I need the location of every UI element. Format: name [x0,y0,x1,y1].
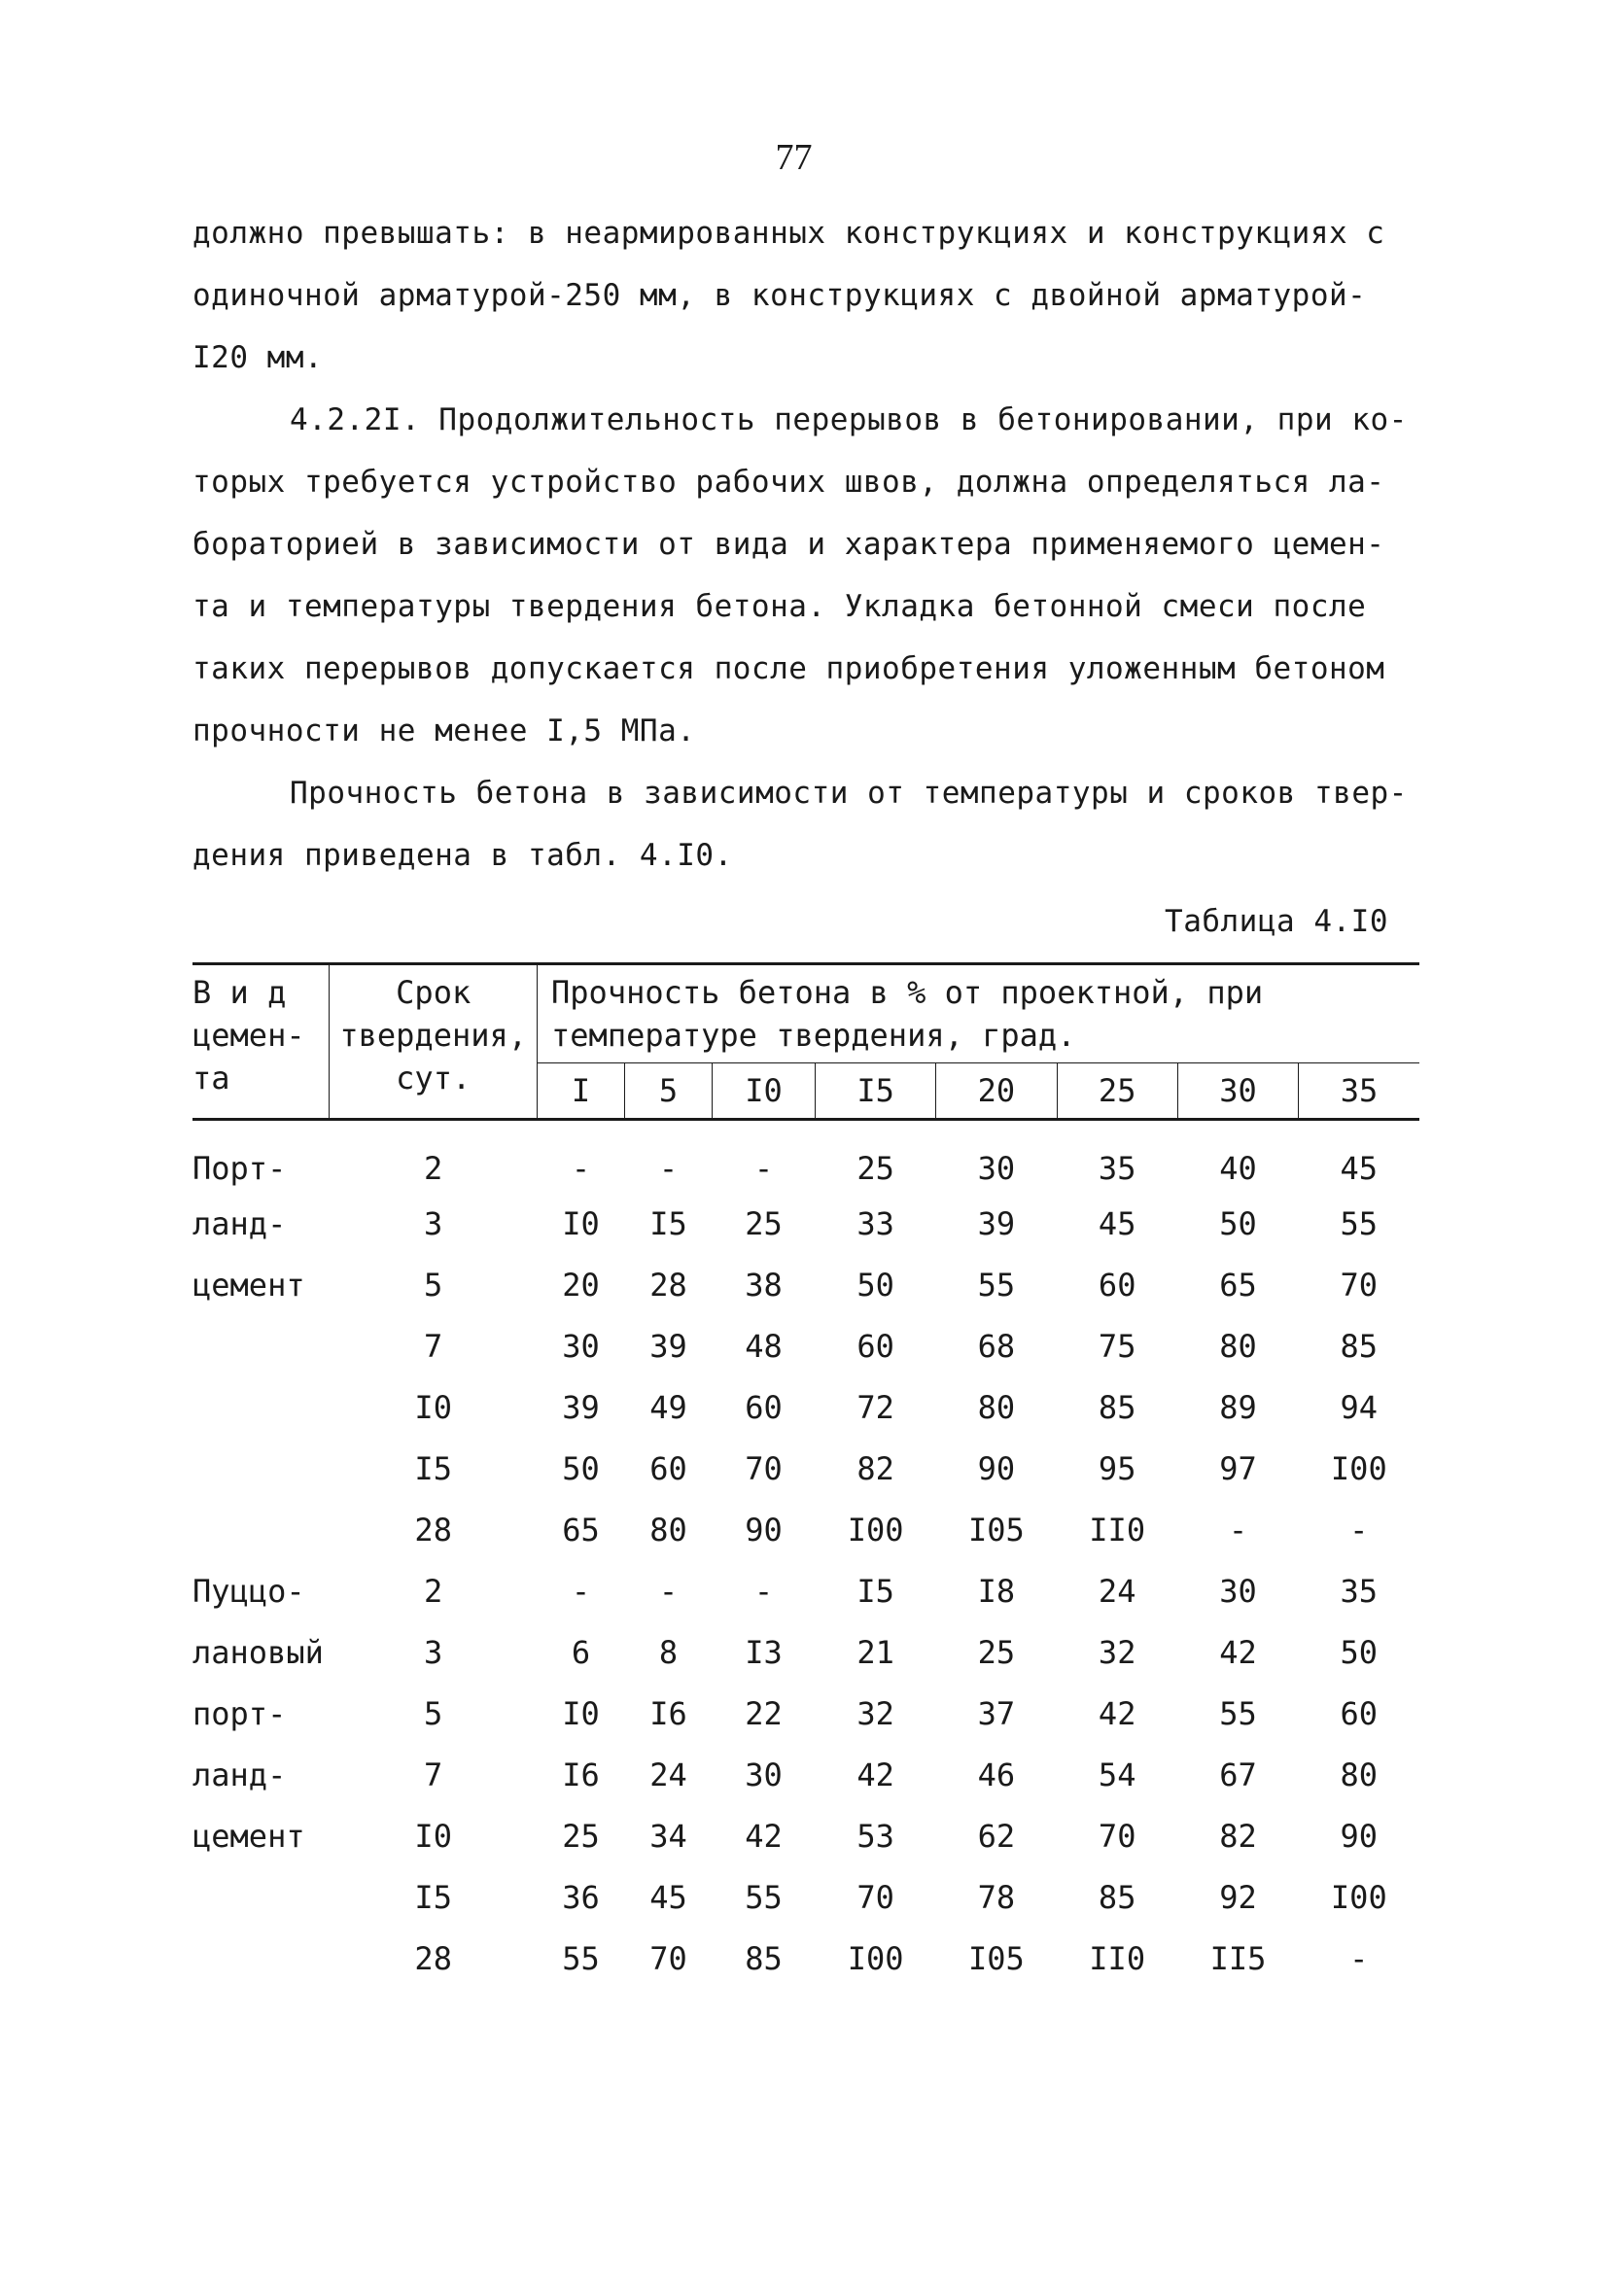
strength-value-cell: 36 [562,1878,600,1916]
strength-value-cell: 50 [562,1449,600,1487]
strength-value-cell: 45 [1098,1204,1136,1242]
strength-value-cell: I05 [968,1939,1025,1977]
table-row [192,1315,1419,1376]
strength-value-cell: - [571,1150,591,1187]
strength-value-cell: 39 [562,1388,600,1426]
strength-value-cell: 54 [1098,1756,1136,1793]
strength-value-cell: 80 [977,1388,1016,1426]
strength-value-cell: 40 [1219,1150,1257,1187]
strength-value-cell: 75 [1098,1327,1136,1365]
strength-value-cell: 90 [1340,1817,1379,1855]
table-caption: Таблица 4.I0 [1165,904,1388,939]
strength-value-cell: I5 [856,1572,894,1610]
term-cell: 3 [424,1204,443,1242]
cement-kind-cell [192,1438,330,1499]
table-row [192,1928,1419,1989]
strength-value-cell: 90 [745,1511,783,1548]
paragraph-line: прочности не менее I,5 МПа. [192,713,696,748]
cement-kind-cell: ланд- [192,1204,287,1242]
strength-value-cell: 25 [856,1150,894,1187]
paragraph-line: одиночной арматурой-250 мм, в конструкциях с двойной арматурой- [192,278,1367,313]
header-hardening-term: Срок твердения, сут. [330,964,538,1120]
strength-value-cell: 55 [745,1878,783,1916]
strength-value-cell: I6 [562,1756,600,1793]
header-temperature: I0 [712,1063,815,1120]
strength-value-cell: 42 [1098,1694,1136,1732]
paragraph-line: та и температуры твердения бетона. Укладка бетонной смеси после [192,589,1367,624]
strength-value-cell: 46 [977,1756,1016,1793]
strength-value-cell: 70 [649,1939,687,1977]
strength-value-cell: 55 [977,1266,1016,1304]
strength-value-cell: 55 [1340,1204,1379,1242]
term-cell: 5 [424,1694,443,1732]
term-cell: I5 [414,1878,452,1916]
paragraph-line: Прочность бетона в зависимости от температуры и сроков твер- [290,776,1408,811]
strength-value-cell: 22 [745,1694,783,1732]
strength-value-cell: II5 [1209,1939,1267,1977]
strength-value-cell: - [1349,1511,1369,1548]
header-strength: Прочность бетона в % от проектной, при температуре твердения, град. [538,964,1419,1063]
header-temperature: I5 [815,1063,935,1120]
paragraph-line: торых требуется устройство рабочих швов, должна определяться ла- [192,465,1385,500]
strength-value-cell: 90 [977,1449,1016,1487]
strength-value-cell: 70 [745,1449,783,1487]
table-row [192,1193,1419,1254]
strength-value-cell: 78 [977,1878,1016,1916]
header-temperature: 35 [1299,1063,1419,1120]
page-number: 77 [775,137,813,178]
strength-value-cell: 65 [562,1511,600,1548]
cement-kind-cell [192,1928,330,1989]
strength-value-cell: 39 [649,1327,687,1365]
strength-value-cell: I00 [1330,1878,1387,1916]
strength-value-cell: 42 [856,1756,894,1793]
strength-value-cell: 34 [649,1817,687,1855]
strength-value-cell: 92 [1219,1878,1257,1916]
term-cell: I0 [414,1817,452,1855]
strength-value-cell: - [753,1572,774,1610]
strength-value-cell: 48 [745,1327,783,1365]
strength-value-cell: II0 [1089,1511,1146,1548]
strength-value-cell: 50 [1219,1204,1257,1242]
strength-value-cell: 68 [977,1327,1016,1365]
table-row [192,1805,1419,1866]
strength-value-cell: 72 [856,1388,894,1426]
strength-value-cell: 85 [1340,1327,1379,1365]
strength-value-cell: 70 [1098,1817,1136,1855]
strength-value-cell: 82 [1219,1817,1257,1855]
strength-value-cell: 80 [1340,1756,1379,1793]
strength-value-cell: 38 [745,1266,783,1304]
strength-value-cell: 62 [977,1817,1016,1855]
strength-value-cell: 65 [1219,1266,1257,1304]
strength-value-cell: - [571,1572,591,1610]
strength-value-cell: I6 [649,1694,687,1732]
term-cell: 2 [424,1572,443,1610]
cement-kind-cell: лановый [192,1633,324,1671]
cement-kind-cell: цемент [192,1266,305,1304]
cement-kind-cell: цемент [192,1817,305,1855]
strength-value-cell: I00 [1330,1449,1387,1487]
strength-value-cell: 60 [649,1449,687,1487]
strength-value-cell: I00 [847,1511,904,1548]
paragraph-line: I20 мм. [192,340,324,375]
strength-value-cell: 35 [1340,1572,1379,1610]
paragraph-line: бораторией в зависимости от вида и характера применяемого цемен- [192,527,1385,562]
strength-value-cell: 20 [562,1266,600,1304]
paragraph-line: должно превышать: в неармированных конструкциях и конструкциях с [192,216,1385,251]
strength-value-cell: I0 [562,1204,600,1242]
strength-value-cell: 37 [977,1694,1016,1732]
cement-kind-cell: порт- [192,1694,287,1732]
cement-kind-cell [192,1315,330,1376]
strength-value-cell: 25 [745,1204,783,1242]
header-temperature: 25 [1057,1063,1177,1120]
cement-kind-cell [192,1499,330,1560]
strength-value-cell: 55 [1219,1694,1257,1732]
paragraph-line: таких перерывов допускается после приобретения уложенным бетоном [192,651,1385,686]
strength-value-cell: - [658,1150,679,1187]
strength-value-cell: 50 [1340,1633,1379,1671]
cement-kind-cell [192,1376,330,1438]
strength-value-cell: 85 [1098,1878,1136,1916]
strength-value-cell: II0 [1089,1939,1146,1977]
table-row [192,1438,1419,1499]
strength-value-cell: 95 [1098,1449,1136,1487]
strength-value-cell: I0 [562,1694,600,1732]
strength-value-cell: - [1228,1511,1248,1548]
strength-value-cell: I00 [847,1939,904,1977]
table-row [192,1120,1419,1194]
strength-value-cell: 35 [1098,1150,1136,1187]
strength-value-cell: 30 [1219,1572,1257,1610]
strength-value-cell: 50 [856,1266,894,1304]
table-row [192,1683,1419,1744]
strength-value-cell: 49 [649,1388,687,1426]
strength-value-cell: 33 [856,1204,894,1242]
header-temperature: 20 [936,1063,1057,1120]
strength-table [192,962,1419,1989]
strength-value-cell: 8 [658,1633,679,1671]
strength-value-cell: 53 [856,1817,894,1855]
strength-value-cell: 60 [745,1388,783,1426]
term-cell: 28 [414,1939,452,1977]
strength-value-cell: 21 [856,1633,894,1671]
paragraph-line: дения приведена в табл. 4.I0. [192,838,733,873]
term-cell: 2 [424,1150,443,1187]
cement-kind-cell: Пуццо- [192,1572,305,1610]
strength-value-cell: 30 [562,1327,600,1365]
table-row [192,1621,1419,1683]
term-cell: 5 [424,1266,443,1304]
strength-value-cell: - [1349,1939,1369,1977]
term-cell: 3 [424,1633,443,1671]
strength-value-cell: I05 [968,1511,1025,1548]
strength-value-cell: 94 [1340,1388,1379,1426]
term-cell: 7 [424,1756,443,1793]
term-cell: I5 [414,1449,452,1487]
header-cement-kind: В и д цемен- та [192,964,330,1120]
header-temperature: 5 [625,1063,713,1120]
strength-value-cell: 60 [1340,1694,1379,1732]
cement-kind-cell: ланд- [192,1756,287,1793]
table-row [192,1376,1419,1438]
paragraph-line: 4.2.2I. Продолжительность перерывов в бетонировании, при ко- [290,402,1408,437]
strength-value-cell: 24 [649,1756,687,1793]
term-cell: 7 [424,1327,443,1365]
strength-value-cell: 25 [562,1817,600,1855]
term-cell: 28 [414,1511,452,1548]
strength-value-cell: 82 [856,1449,894,1487]
body-text [192,202,1417,887]
strength-value-cell: 89 [1219,1388,1257,1426]
strength-value-cell: 67 [1219,1756,1257,1793]
strength-value-cell: 39 [977,1204,1016,1242]
table-row [192,1254,1419,1315]
strength-value-cell: - [753,1150,774,1187]
strength-value-cell: 45 [1340,1150,1379,1187]
strength-value-cell: 24 [1098,1572,1136,1610]
table-row [192,1866,1419,1928]
strength-value-cell: I5 [649,1204,687,1242]
strength-value-cell: 97 [1219,1449,1257,1487]
table-row [192,1560,1419,1621]
strength-value-cell: 70 [856,1878,894,1916]
cement-kind-cell [192,1866,330,1928]
strength-value-cell: 28 [649,1266,687,1304]
strength-value-cell: 55 [562,1939,600,1977]
strength-value-cell: 80 [1219,1327,1257,1365]
table-row [192,1499,1419,1560]
strength-value-cell: 32 [1098,1633,1136,1671]
strength-value-cell: 45 [649,1878,687,1916]
term-cell: I0 [414,1388,452,1426]
table-row [192,1744,1419,1805]
strength-value-cell: 32 [856,1694,894,1732]
strength-value-cell: 70 [1340,1266,1379,1304]
strength-value-cell: 80 [649,1511,687,1548]
strength-value-cell: 42 [745,1817,783,1855]
strength-value-cell: 60 [856,1327,894,1365]
strength-value-cell: I8 [977,1572,1016,1610]
strength-value-cell: 30 [977,1150,1016,1187]
cement-kind-cell: Порт- [192,1150,287,1187]
header-temperature: I [538,1063,625,1120]
strength-value-cell: 30 [745,1756,783,1793]
strength-value-cell: I3 [745,1633,783,1671]
strength-value-cell: 60 [1098,1266,1136,1304]
header-temperature: 30 [1177,1063,1298,1120]
strength-value-cell: 25 [977,1633,1016,1671]
strength-value-cell: 85 [1098,1388,1136,1426]
strength-value-cell: 42 [1219,1633,1257,1671]
strength-value-cell: 85 [745,1939,783,1977]
strength-value-cell: - [658,1572,679,1610]
strength-value-cell: 6 [571,1633,591,1671]
